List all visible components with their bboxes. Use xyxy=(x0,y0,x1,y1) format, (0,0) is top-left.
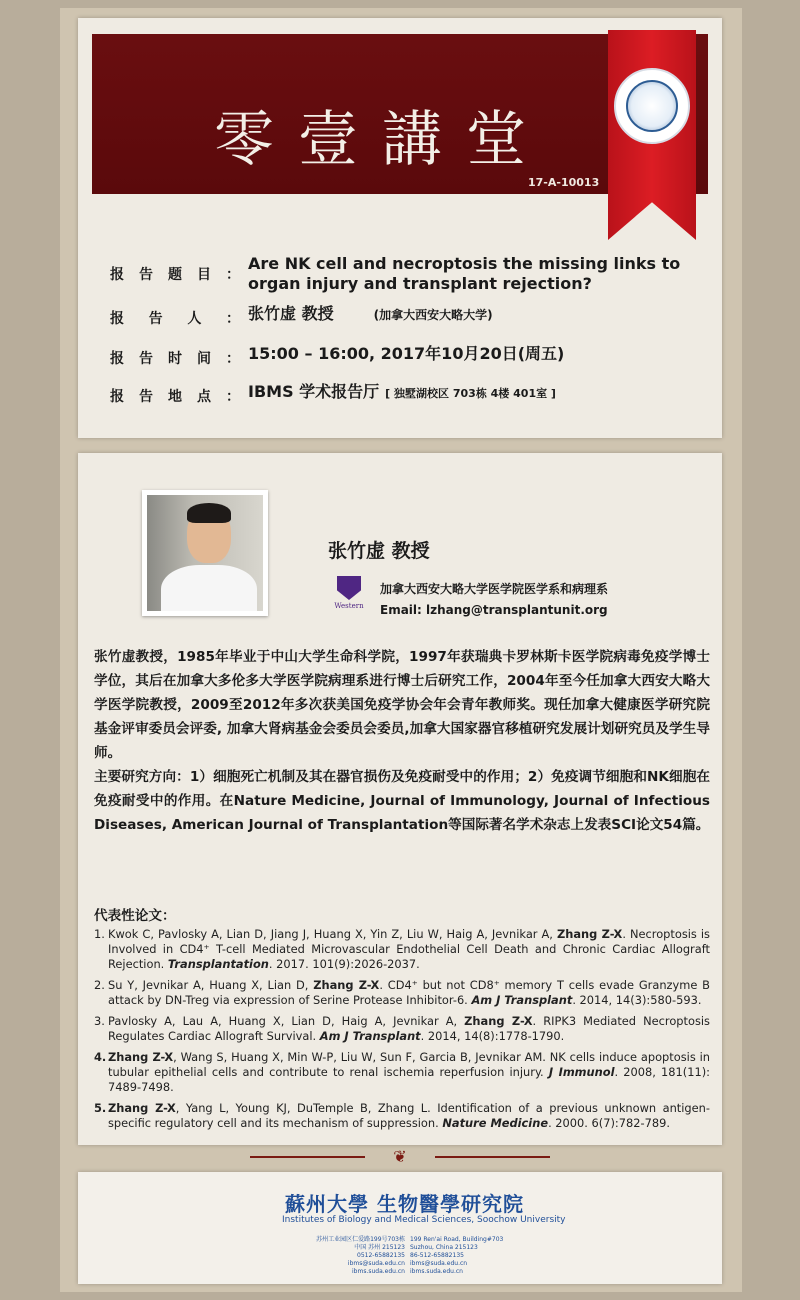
place-label: 报 告 地 点 ： xyxy=(110,389,240,405)
lecture-code: 17-A-10013 xyxy=(528,176,600,189)
western-university-logo: Western xyxy=(332,576,366,616)
profile-email: Email: lzhang@transplantunit.org xyxy=(380,603,608,617)
time-value: 15:00 – 16:00, 2017年10月20日(周五) xyxy=(248,344,565,363)
publication-citation: Pavlosky A, Lau A, Huang X, Lian D, Haig A, Jevnikar A, Zhang Z-X. RIPK3 Mediated Necroptosis Regulates Cardiac Allograft Survival. Am J Transplant. 2014, 14(8):1778-1790. xyxy=(108,1014,710,1043)
publication-number: 1. xyxy=(94,927,105,941)
address-line: 199 Ren'ai Road, Building#703 xyxy=(410,1236,504,1243)
publication-number: 5. xyxy=(94,1101,107,1115)
institute-name-en: Institutes of Biology and Medical Sciences, Soochow University xyxy=(282,1215,566,1225)
address-line: 中国 苏州 215123 xyxy=(354,1244,405,1251)
address-line: Suzhou, China 215123 xyxy=(410,1244,478,1251)
bio-text xyxy=(94,645,710,837)
time-label: 报 告 时 间 ： xyxy=(110,351,240,367)
publications-list xyxy=(94,927,710,1137)
profile-name: 张竹虚 教授 xyxy=(328,540,430,562)
bio-paragraph-2: 主要研究方向：1）细胞死亡机制及其在器官损伤及免疫耐受中的作用；2）免疫调节细胞和NK细胞在免疫耐受中的作用。在Nature Medicine, Journal of Immunology, Journal of Infectious Diseases, American Journal of Transplantation等国际著名学术杂志上发表SCI论文54篇。 xyxy=(94,769,710,833)
address-line: ibms@suda.edu.cn xyxy=(410,1260,468,1267)
publication-item xyxy=(94,978,710,1008)
address-line: ibms@suda.edu.cn xyxy=(347,1260,405,1267)
publication-citation: Zhang Z-X, Yang L, Young KJ, DuTemple B, Zhang L. Identification of a previous unknown antigen-specific regulatory cell and its mechanism of suppression. Nature Medicine. 2000. 6(7):782-789. xyxy=(108,1101,710,1130)
publication-item xyxy=(94,1101,710,1131)
institute-seal-icon xyxy=(614,68,690,144)
publication-citation: Su Y, Jevnikar A, Huang X, Lian D, Zhang Z-X. CD4⁺ but not CD8⁺ memory T cells evade Granzyme B attack by DN-Treg via expression of Serine Protease Inhibitor-6. Am J Transplant. 2014, 14(3):580-593. xyxy=(108,978,711,1007)
publication-item xyxy=(94,1014,710,1044)
address-line: 0512-65882135 xyxy=(357,1252,405,1259)
publication-number: 4. xyxy=(94,1050,107,1064)
speaker-value xyxy=(248,304,708,325)
place-value xyxy=(248,382,708,404)
place-name: IBMS 学术报告厅 xyxy=(248,382,380,401)
ornament-divider: ❦ xyxy=(250,1148,550,1166)
speaker-label: 报 告 人 ： xyxy=(110,311,240,327)
institute-name-cn: 蘇州大學 生物醫學研究院 xyxy=(285,1192,524,1216)
address-line: ibms.suda.edu.cn xyxy=(352,1268,405,1275)
publication-number: 2. xyxy=(94,978,105,992)
publication-item xyxy=(94,1050,710,1095)
address-line: 86-512-65882135 xyxy=(410,1252,464,1259)
place-detail: [ 独墅湖校区 703栋 4楼 401室 ] xyxy=(385,387,556,400)
speaker-affiliation: (加拿大西安大略大学) xyxy=(373,308,493,322)
address-line: ibms.suda.edu.cn xyxy=(410,1268,463,1275)
topic-label: 报 告 题 目 ： xyxy=(110,267,240,283)
topic-value: Are NK cell and necroptosis the missing links to organ injury and transplant rejection? xyxy=(248,254,681,293)
publication-citation: Zhang Z-X, Wang S, Huang X, Min W-P, Liu W, Sun F, Garcia B, Jevnikar AM. NK cells induce apoptosis in tubular epithelial cells and contribute to renal ischemia reperfusion injury. J Immunol. 2008, 181(11): 7489-7498. xyxy=(108,1050,711,1094)
publications-heading: 代表性论文： xyxy=(94,908,176,924)
speaker-name: 张竹虚 教授 xyxy=(248,304,334,323)
bio-paragraph-1: 张竹虚教授，1985年毕业于中山大学生命科学院，1997年获瑞典卡罗林斯卡医学院病毒免疫学博士学位，其后在加拿大多伦多大学医学院病理系进行博士后研究工作，2004年至今任加拿大西安大略大学医学院教授，2009至2012年多次获美国免疫学协会年会青年教师奖。现任加拿大健康医学研究院基金评审委员会评委, 加拿大肾病基金会委员会委员,加拿大国家器官移植研究发展计划研究员及学生导师。 xyxy=(94,649,710,761)
speaker-photo xyxy=(142,490,268,616)
address-line: 苏州工业园区仁爱路199号703栋 xyxy=(316,1236,405,1243)
profile-affiliation: 加拿大西安大略大学医学院医学系和病理系 xyxy=(380,582,609,596)
publication-number: 3. xyxy=(94,1014,105,1028)
lecture-series-title: 零壹講堂 xyxy=(214,105,550,175)
publication-citation: Kwok C, Pavlosky A, Lian D, Jiang J, Huang X, Yin Z, Liu W, Haig A, Jevnikar A, Zhang Z-X. Necroptosis is Involved in CD4⁺ T-cell Mediated Microvascular Endothelial Cell Death and Chronic Cardiac Allograft Rejection. Transplantation. 2017. 101(9):2026-2037. xyxy=(108,927,710,971)
address-en xyxy=(410,1236,503,1276)
address-cn xyxy=(305,1236,405,1276)
publication-item xyxy=(94,927,710,972)
